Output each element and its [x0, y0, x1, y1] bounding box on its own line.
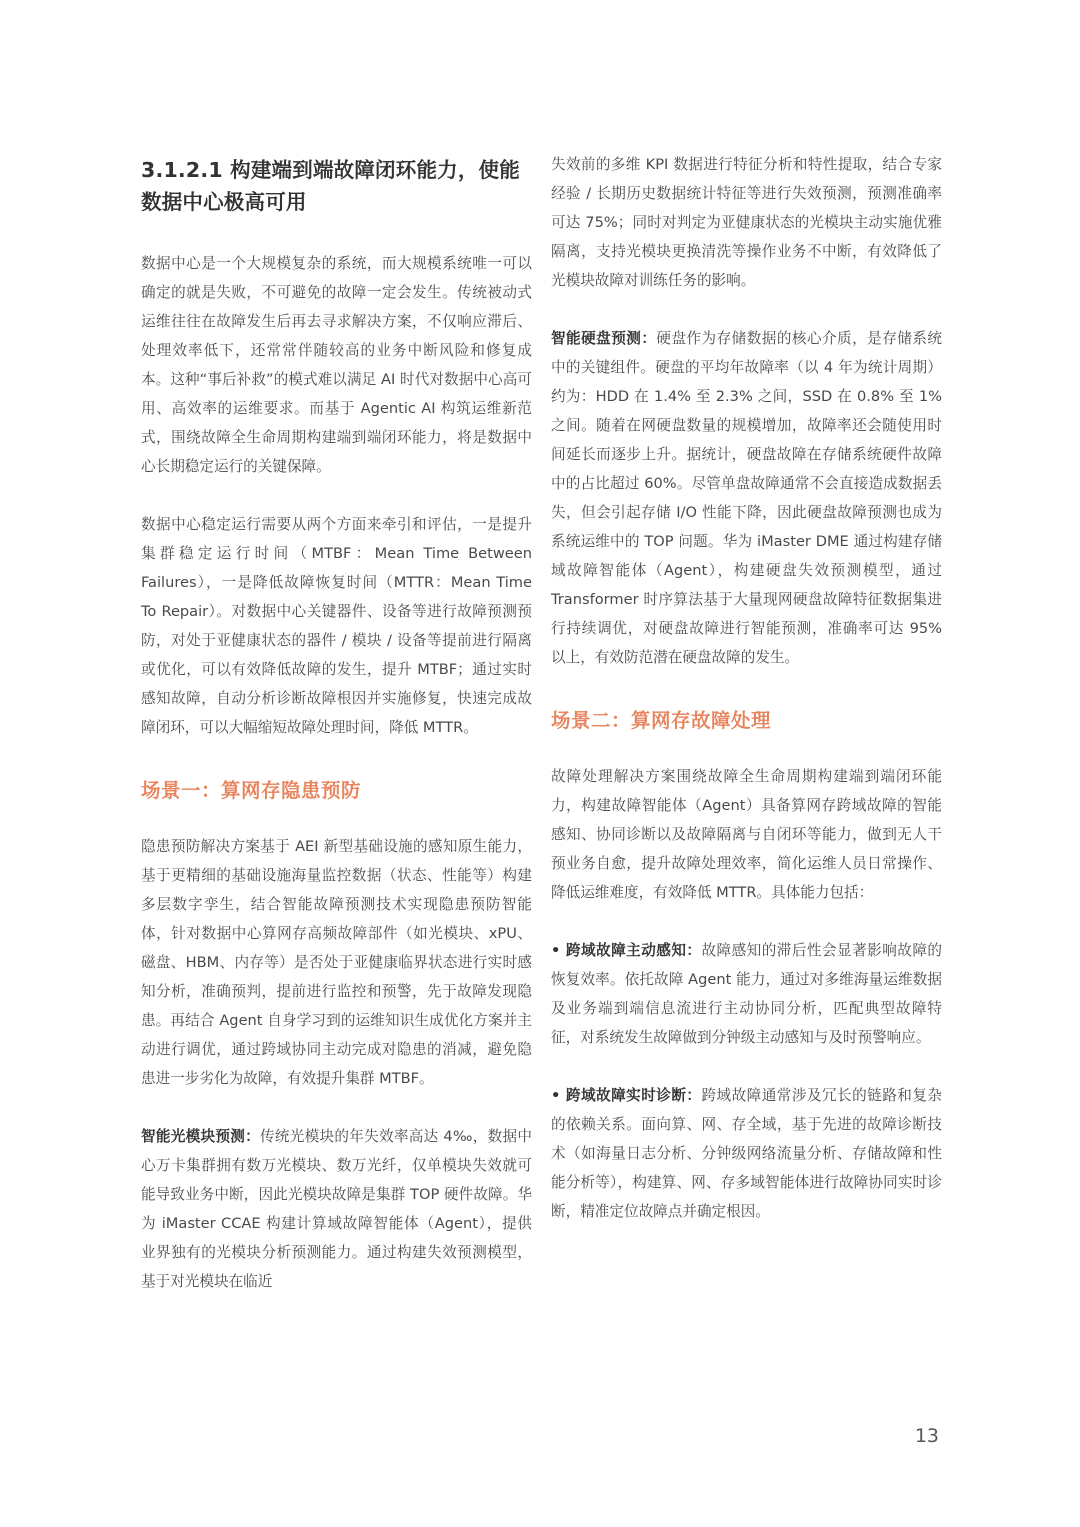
bullet-active-sensing-lead: • 跨域故障主动感知： — [551, 942, 702, 959]
optical-module-lead: 智能光模块预测： — [141, 1128, 260, 1145]
section-title: 3.1.2.1 构建端到端故障闭环能力，使能数据中心极高可用 — [141, 158, 520, 214]
right-column — [551, 150, 942, 1226]
disk-prediction-text: 硬盘作为存储数据的核心介质，是存储系统中的关键组件。硬盘的平均年故障率（以 4 年为统计周期）约为：HDD 在 1.4% 至 2.3% 之间，SSD 在 0.8% 至 1% 之间。随着在网硬盘数量的规模增加，故障率还会随使用时间延长而逐步上升。据统计，硬盘故障在存储系统硬件故障中的占比超过 60%。尽管单盘故障通常不会直接造成数据丢失，但会引起存储 I/O 性能下降，因此硬盘故障预测也成为系统运维中的 TOP 问题。华为 iMaster DME 通过构建存储域故障智能体（Agent），构建硬盘失效预测模型，通过 Transformer 时序算法基于大量现网硬盘故障特征数据集进行持续调优，对硬盘故障进行智能预测，准确率可达 95% 以上，有效防范潜在硬盘故障的发生。 — [551, 330, 942, 666]
bullet-realtime-diagnosis-text: 跨域故障通常涉及冗长的链路和复杂的依赖关系。面向算、网、存全域，基于先进的故障诊断技术（如海量日志分析、分钟级网络流量分析、存储故障和性能分析等），构建算、网、存多域智能体进行故障协同实时诊断，精准定位故障点并确定根因。 — [551, 1087, 942, 1220]
intro-paragraph: 数据中心是一个大规模复杂的系统，而大规模系统唯一可以确定的就是失败，不可避免的故障一定会发生。传统被动式运维往往在故障发生后再去寻求解决方案，不仅响应滞后、处理效率低下，还常常伴随较高的业务中断风险和修复成本。这种“事后补救”的模式难以满足 AI 时代对数据中心高可用、高效率的运维要求。而基于 Agentic AI 构筑运维新范式，围绕故障全生命周期构建端到端闭环能力，将是数据中心长期稳定运行的关键保障。 — [141, 255, 532, 475]
bullet-realtime-diagnosis — [551, 1081, 942, 1226]
mtbf-mttr-paragraph: 数据中心稳定运行需要从两个方面来牵引和评估，一是提升集群稳定运行时间（MTBF：Mean Time Between Failures），一是降低故障恢复时间（MTTR：Mean Time To Repair）。对数据中心关键器件、设备等进行故障预测预防，对处于亚健康状态的器件 / 模块 / 设备等提前进行隔离或优化，可以有效降低故障的发生，提升 MTBF；通过实时感知故障，自动分析诊断故障根因并实施修复，快速完成故障闭环，可以大幅缩短故障处理时间，降低 MTTR。 — [141, 516, 532, 736]
disk-prediction-paragraph — [551, 324, 942, 672]
optical-module-text: 传统光模块的年失效率高达 4‰，数据中心万卡集群拥有数万光模块、数万光纤，仅单模块失效就可能导致业务中断，因此光模块故障是集群 TOP 硬件故障。华为 iMaster CCAE 构建计算域故障智能体（Agent），提供业界独有的光模块分析预测能力。通过构建失效预测模型，基于对光模块在临近 — [141, 1128, 532, 1290]
fault-handling-paragraph: 故障处理解决方案围绕故障全生命周期构建端到端闭环能力，构建故障智能体（Agent）具备算网存跨域故障的智能感知、协同诊断以及故障隔离与自闭环等能力，做到无人干预业务自愈，提升故障处理效率，简化运维人员日常操作、降低运维难度，有效降低 MTTR。具体能力包括： — [551, 768, 942, 901]
left-column — [141, 150, 532, 1296]
page-number: 13 — [914, 1425, 939, 1447]
optical-module-prediction-paragraph — [141, 1122, 532, 1296]
bullet-realtime-diagnosis-lead: • 跨域故障实时诊断： — [551, 1087, 702, 1104]
hazard-prevention-paragraph: 隐患预防解决方案基于 AEI 新型基础设施的感知原生能力，基于更精细的基础设施海量监控数据（状态、性能等）构建多层数字孪生，结合智能故障预测技术实现隐患预防智能体，针对数据中心算网存高频故障部件（如光模块、xPU、磁盘、HBM、内存等）是否处于亚健康临界状态进行实时感知分析，准确预判，提前进行监控和预警，先于故障发现隐患。再结合 Agent 自身学习到的运维知识生成优化方案并主动进行调优，通过跨域协同主动完成对隐患的消减，避免隐患进一步劣化为故障，有效提升集群 MTBF。 — [141, 838, 532, 1087]
bullet-active-sensing — [551, 936, 942, 1052]
disk-prediction-lead: 智能硬盘预测： — [551, 330, 657, 347]
scene-one-heading: 场景一：算网存隐患预防 — [141, 779, 362, 802]
scene-two-heading: 场景二：算网存故障处理 — [551, 709, 772, 732]
optical-module-continued-paragraph: 失效前的多维 KPI 数据进行特征分析和特性提取，结合专家经验 / 长期历史数据统计特征等进行失效预测，预测准确率可达 75%；同时对判定为亚健康状态的光模块主动实施优雅隔离，支持光模块更换清洗等操作业务不中断，有效降低了光模块故障对训练任务的影响。 — [551, 156, 942, 289]
bullet-active-sensing-text: 故障感知的滞后性会显著影响故障的恢复效率。依托故障 Agent 能力，通过对多维海量运维数据及业务端到端信息流进行主动协同分析，匹配典型故障特征，对系统发生故障做到分钟级主动感知与及时预警响应。 — [551, 942, 942, 1046]
